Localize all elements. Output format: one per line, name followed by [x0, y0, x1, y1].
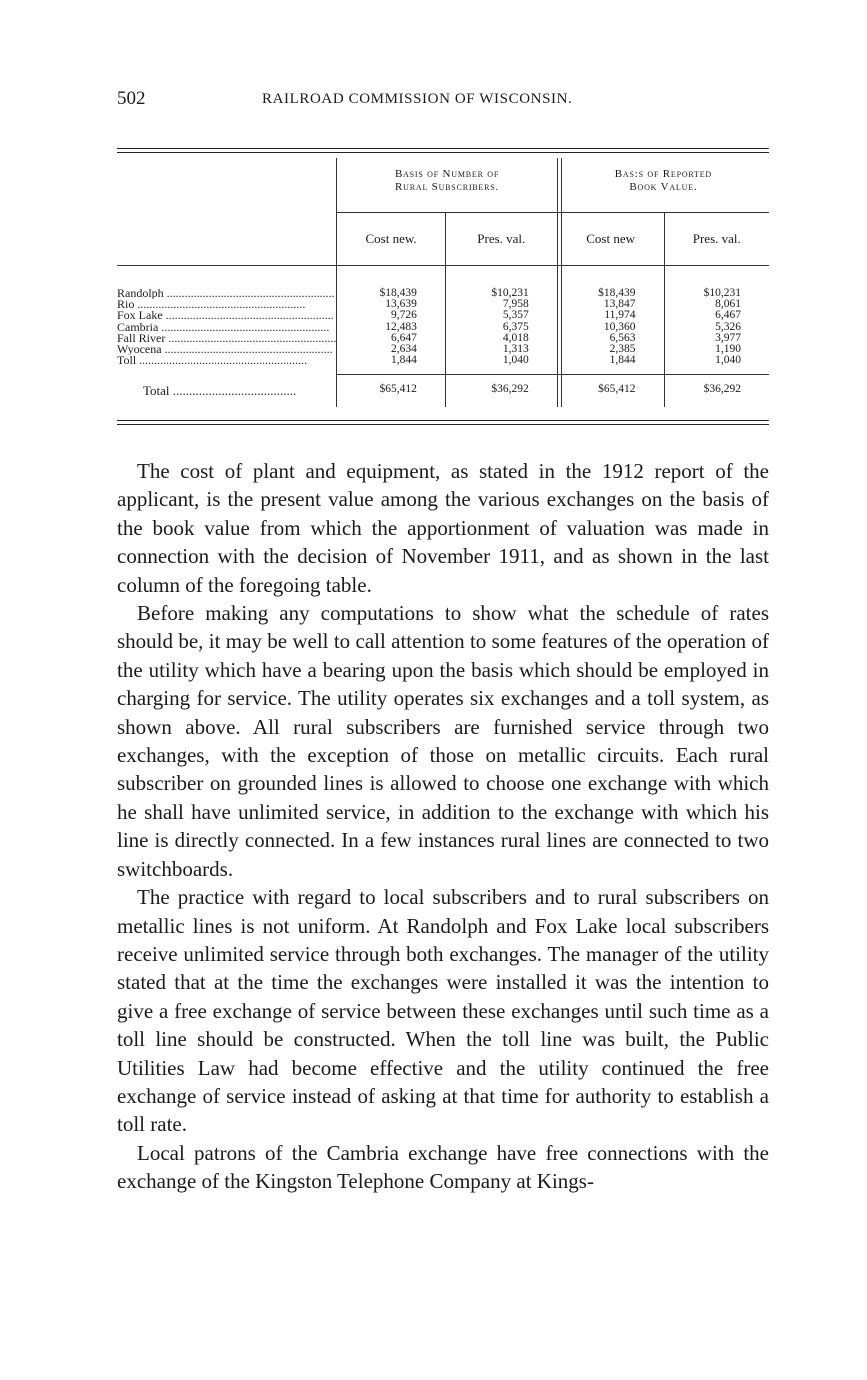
table-bottom-rule-outer	[117, 424, 769, 425]
total-cost-new-rural: $65,412	[337, 375, 445, 407]
row-label: Randolph .....	[117, 288, 336, 299]
paragraph-2: Before making any computations to show what the schedule of rates should be, it may be well to call attention to some features of the operation of the utility which have a bearing upon the basis which should be employed in charging for service. The utility operates six exchanges and a toll system, as shown above. All rural subscribers are furnished service through two exchanges, with the exception of those on metallic circuits. Each rural subscriber on grounded lines is allowed to choose one exchange with which he shall have unlimited service, in addition to the exchange with which his line is directly connected. In a few instances rural lines are connected to two switchboards.	[117, 601, 769, 881]
row-label: Cambria .....	[117, 322, 336, 333]
paragraph-3: The practice with regard to local subscribers and to rural subscribers on metallic lines is not uniform. At Randolph and Fox Lake local subscribers receive unlimited service through both exchanges. The manager of the utility stated that at the time the exchanges were installed it was the intention to give a free exchange of service between these exchanges until such time as a toll line should be constructed. When the toll line was built, the Public Utilities Law had become effective and the utility continued the free exchange of service instead of asking at that time for authority to establish a toll rate.	[117, 885, 769, 1137]
table-top-rule	[117, 148, 769, 149]
table-bottom-rule	[117, 420, 769, 421]
table-stub-subhead	[117, 213, 337, 266]
paragraph-4: Local patrons of the Cambria exchange have free connections with the exchange of the Kingston Telephone Company at Kings-	[117, 1140, 769, 1194]
group-header-rural-subscribers: Basis of Number of Rural Subscribers.	[337, 158, 557, 213]
row-label: Wyocena .....	[117, 344, 336, 355]
body-text	[117, 457, 769, 1196]
row-label: Rio .....	[117, 299, 336, 310]
running-title: RAILROAD COMMISSION OF WISCONSIN.	[262, 91, 573, 107]
exchange-names-column	[117, 266, 337, 375]
total-cost-new-book: $65,412	[557, 375, 664, 407]
table-stub-head	[117, 158, 337, 213]
total-row	[117, 375, 769, 407]
page-header	[117, 88, 767, 114]
row-label: Fall River .....	[117, 333, 336, 344]
cost-new-book-column: $18,439 13,847 11,974 10,360 6,563 2,385 1,844	[557, 266, 664, 375]
row-label: Fox Lake .....	[117, 310, 336, 321]
pres-val-book-column: $10,231 8,061 6,467 5,326 3,977 1,190 1,040	[664, 266, 769, 375]
valuation-table	[117, 158, 769, 407]
subheader-pres-val-2: Pres. val.	[664, 213, 769, 266]
subheader-cost-new-2: Cost new	[557, 213, 664, 266]
page-number: 502	[117, 88, 146, 109]
pres-val-rural-column: $10,231 7,958 5,357 6,375 4,018 1,313 1,040	[445, 266, 557, 375]
subheader-pres-val-1: Pres. val.	[445, 213, 557, 266]
row-label: Toll .....	[117, 355, 336, 366]
total-label: Total .....	[117, 375, 337, 407]
group-header-book-value: Bas:s of Reported Book Value.	[557, 158, 769, 213]
subheader-cost-new-1: Cost new.	[337, 213, 445, 266]
total-pres-val-rural: $36,292	[445, 375, 557, 407]
table-top-rule-inner	[117, 152, 769, 153]
paragraph-1: The cost of plant and equipment, as stated in the 1912 report of the applicant, is the present value among the various exchanges on the basis of the book value from which the apportionment of valuation was made in connection with the decision of November 1911, and as shown in the last column of the foregoing table.	[117, 459, 769, 597]
total-pres-val-book: $36,292	[664, 375, 769, 407]
cost-new-rural-column: $18,439 13,639 9,726 12,483 6,647 2,634 1,844	[337, 266, 445, 375]
